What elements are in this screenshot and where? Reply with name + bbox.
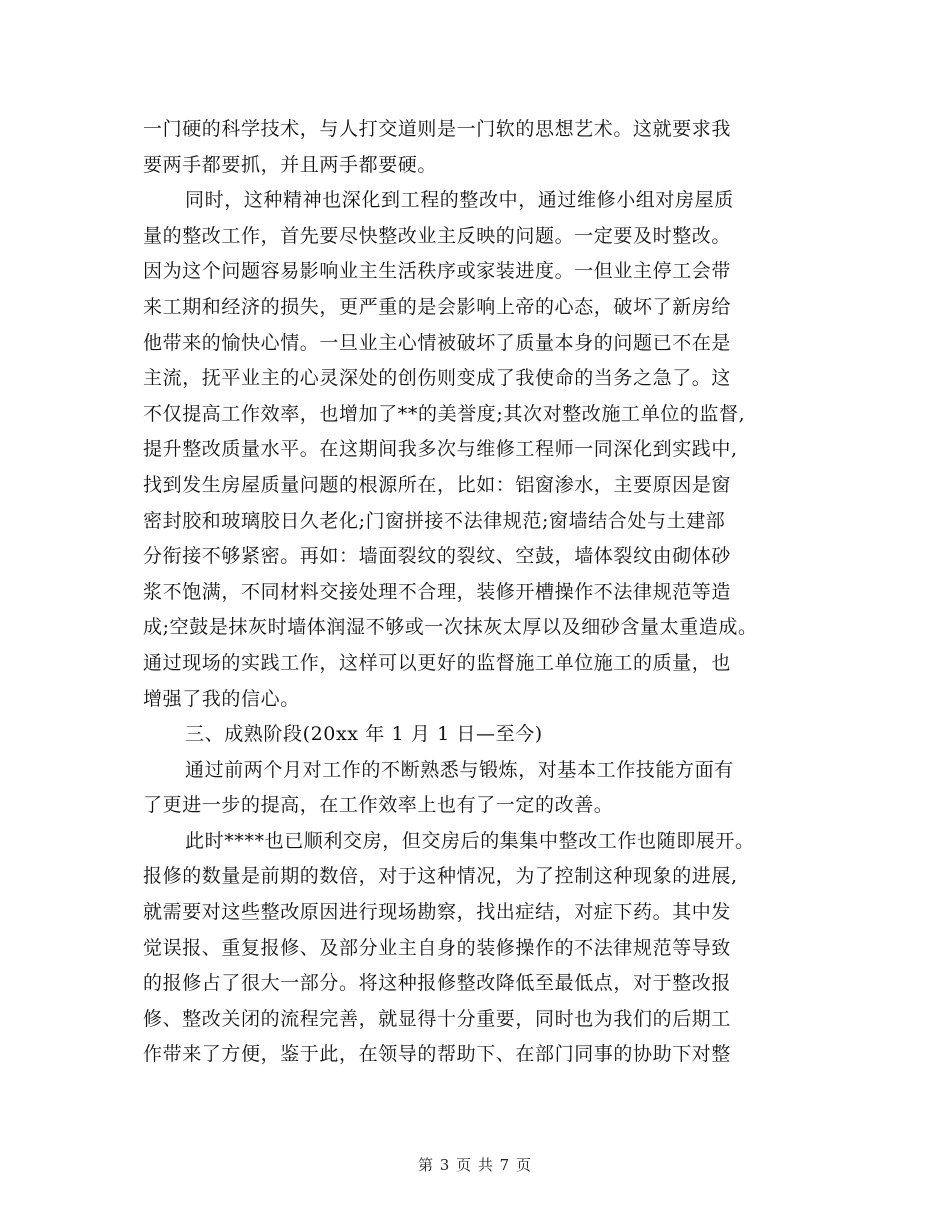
text-line: 量的整改工作，首先要尽快整改业主反映的问题。一定要及时整改。 xyxy=(143,224,732,247)
text-line: 主流，抚平业主的心灵深处的创伤则变成了我使命的当务之急了。这 xyxy=(143,367,732,390)
text-line: 因为这个问题容易影响业主生活秩序或家装进度。一但业主停工会带 xyxy=(143,260,732,283)
text-line: 觉误报、重复报修、及部分业主自身的装修操作的不法律规范等导致 xyxy=(143,936,732,959)
text-line: 来工期和经济的损失，更严重的是会影响上帝的心态，破坏了新房给 xyxy=(143,295,732,318)
document-body xyxy=(143,112,823,1073)
text-line: 通过现场的实践工作，这样可以更好的监督施工单位施工的质量，也 xyxy=(143,651,732,674)
text-line: 要两手都要抓，并且两手都要硬。 xyxy=(143,153,438,176)
text-line: 报修的数量是前期的数倍，对于这种情况，为了控制这种现象的进展, xyxy=(143,865,738,888)
text-line: 成;空鼓是抹灰时墙体润湿不够或一次抹灰太厚以及细砂含量太重造成。 xyxy=(143,616,758,639)
text-line: 的报修占了很大一部分。将这种报修整改降低至最低点，对于整改报 xyxy=(143,972,732,995)
text-line: 提升整改质量水平。在这期间我多次与维修工程师一同深化到实践中, xyxy=(143,438,738,461)
text-line: 他带来的愉快心情。一旦业主心情被破坏了质量本身的问题已不在是 xyxy=(143,331,732,354)
text-line: 密封胶和玻璃胶日久老化;门窗拼接不法律规范;窗墙结合处与土建部 xyxy=(143,509,726,532)
text-line: 三、成熟阶段(20xx 年 1 月 1 日—至今) xyxy=(185,723,543,746)
text-line: 了更进一步的提高，在工作效率上也有了一定的改善。 xyxy=(143,794,614,817)
text-line: 同时，这种精神也深化到工程的整改中，通过维修小组对房屋质 xyxy=(185,189,734,212)
text-line: 作带来了方便，鉴于此，在领导的帮助下、在部门同事的协助下对整 xyxy=(143,1043,732,1066)
text-line: 此时****也已顺利交房，但交房后的集集中整改工作也随即展开。 xyxy=(185,829,755,852)
text-line: 一门硬的科学技术，与人打交道则是一门软的思想艺术。这就要求我 xyxy=(143,118,732,140)
text-line: 不仅提高工作效率，也增加了**的美誉度;其次对整改施工单位的监督, xyxy=(143,402,746,425)
text-line: 分衔接不够紧密。再如：墙面裂纹的裂纹、空鼓，墙体裂纹由砌体砂 xyxy=(143,545,732,568)
text-line: 浆不饱满，不同材料交接处理不合理，装修开槽操作不法律规范等造 xyxy=(143,580,732,603)
text-line: 找到发生房屋质量问题的根源所在，比如：铝窗渗水，主要原因是窗 xyxy=(143,473,732,496)
text-line: 通过前两个月对工作的不断熟悉与锻炼，对基本工作技能方面有 xyxy=(185,758,734,781)
text-line: 就需要对这些整改原因进行现场勘察，找出症结，对症下药。其中发 xyxy=(143,901,732,924)
text-line: 修、整改关闭的流程完善，就显得十分重要，同时也为我们的后期工 xyxy=(143,1007,732,1030)
page-footer: 第 3 页 共 7 页 xyxy=(418,1156,532,1174)
text-line: 增强了我的信心。 xyxy=(143,687,300,710)
